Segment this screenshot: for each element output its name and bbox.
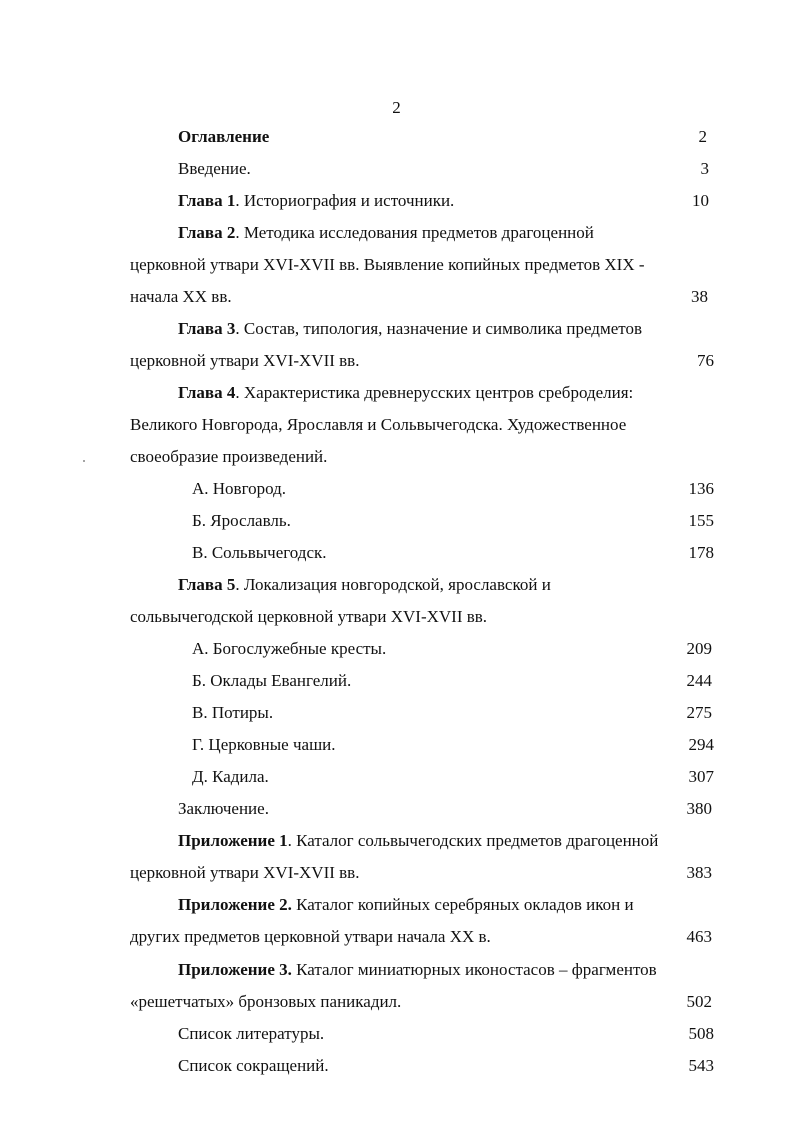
toc-appendix-3-line-2: «решетчатых» бронзовых паникадил.: [130, 992, 402, 1011]
toc-appendix-3-page: 502: [686, 992, 712, 1011]
toc-appendix-2[interactable]: Приложение 2. Каталог копийных серебряных окладов икон и: [178, 895, 634, 914]
toc-abbreviations[interactable]: Список сокращений.: [178, 1056, 329, 1075]
toc-chapter-4-sub-c-page: 178: [688, 543, 714, 562]
scan-speck: [83, 460, 85, 462]
toc-appendix-1[interactable]: Приложение 1. Каталог сольвычегодских предметов драгоценной: [178, 831, 659, 850]
toc-chapter-4-sub-c[interactable]: В. Сольвычегодск.: [192, 543, 327, 562]
toc-chapter-5-line-2: сольвычегодской церковной утвари XVI-XVII вв.: [130, 607, 488, 626]
toc-chapter-2-line-2: церковной утвари XVI-XVII вв. Выявление копийных предметов XIX -: [130, 255, 645, 274]
toc-chapter-3[interactable]: Глава 3. Состав, типология, назначение и символика предметов: [178, 319, 642, 338]
toc-appendix-1-line-2: церковной утвари XVI-XVII вв.: [130, 863, 360, 882]
toc-chapter-1-page: 10: [692, 191, 709, 210]
toc-chapter-5-sub-b-page: 244: [686, 671, 712, 690]
toc-chapter-5-sub-b[interactable]: Б. Оклады Евангелий.: [192, 671, 352, 690]
toc-chapter-3-page: 76: [697, 351, 714, 370]
toc-chapter-4-sub-a[interactable]: А. Новгород.: [192, 479, 287, 498]
toc-chapter-3-line-2: церковной утвари XVI-XVII вв.: [130, 351, 360, 370]
toc-chapter-5[interactable]: Глава 5. Локализация новгородской, ярославской и: [178, 575, 551, 594]
toc-chapter-4-sub-b[interactable]: Б. Ярославль.: [192, 511, 291, 530]
toc-heading-page: 2: [698, 127, 707, 146]
toc-chapter-4-line-3: своеобразие произведений.: [130, 447, 328, 466]
toc-chapter-2-line-3: начала XX вв.: [130, 287, 232, 306]
toc-chapter-1[interactable]: Глава 1. Историография и источники.: [178, 191, 455, 210]
toc-chapter-4-sub-b-page: 155: [688, 511, 714, 530]
toc-chapter-5-sub-e[interactable]: Д. Кадила.: [192, 767, 269, 786]
toc-appendix-2-page: 463: [686, 927, 712, 946]
toc-conclusion-page: 380: [686, 799, 712, 818]
toc-chapter-5-sub-c[interactable]: В. Потиры.: [192, 703, 274, 722]
toc-chapter-2-page: 38: [691, 287, 708, 306]
toc-appendix-1-page: 383: [686, 863, 712, 882]
toc-chapter-5-sub-e-page: 307: [688, 767, 714, 786]
page-number: 2: [392, 98, 401, 117]
toc-chapter-5-sub-a-page: 209: [686, 639, 712, 658]
toc-intro-page: 3: [700, 159, 709, 178]
toc-abbreviations-page: 543: [688, 1056, 714, 1075]
toc-chapter-2[interactable]: Глава 2. Методика исследования предметов драгоценной: [178, 223, 594, 242]
toc-chapter-4[interactable]: Глава 4. Характеристика древнерусских центров среброделия:: [178, 383, 634, 402]
toc-heading: Оглавление: [178, 127, 270, 146]
toc-bibliography[interactable]: Список литературы.: [178, 1024, 325, 1043]
toc-chapter-5-sub-d-page: 294: [688, 735, 714, 754]
toc-chapter-5-sub-a[interactable]: А. Богослужебные кресты.: [192, 639, 387, 658]
toc-chapter-5-sub-c-page: 275: [686, 703, 712, 722]
toc-appendix-2-line-2: других предметов церковной утвари начала XX в.: [130, 927, 491, 946]
toc-appendix-3[interactable]: Приложение 3. Каталог миниатюрных иконостасов – фрагментов: [178, 960, 657, 979]
toc-chapter-5-sub-d[interactable]: Г. Церковные чаши.: [192, 735, 336, 754]
toc-intro[interactable]: Введение.: [178, 159, 251, 178]
toc-chapter-4-line-2: Великого Новгорода, Ярославля и Сольвычегодска. Художественное: [130, 415, 627, 434]
toc-conclusion[interactable]: Заключение.: [178, 799, 269, 818]
toc-bibliography-page: 508: [688, 1024, 714, 1043]
toc-chapter-4-sub-a-page: 136: [688, 479, 714, 498]
